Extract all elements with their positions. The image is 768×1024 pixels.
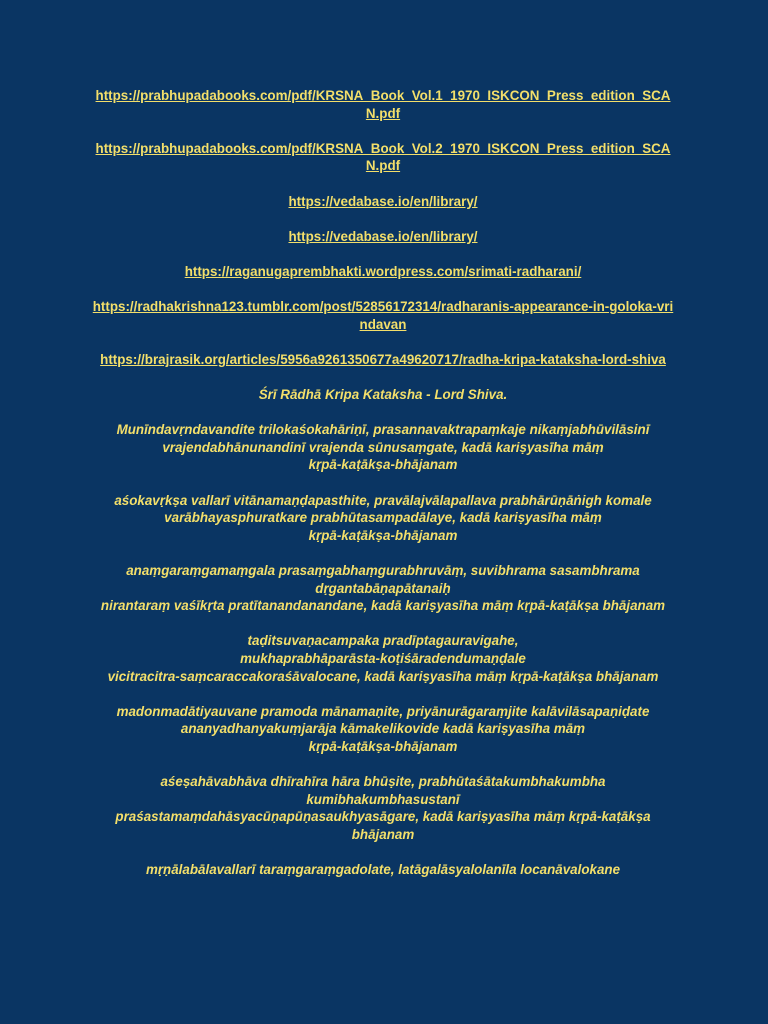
verse-line: aśeṣahāvabhāva dhīrahīra hāra bhūṣite, prabhūtaśātakumbhakumbha kumibhakumbhasustanī: [160, 774, 606, 807]
verse-5: [90, 703, 676, 756]
verse-line: aśokavṛkṣa vallarī vitānamaṇḍapasthite, pravālajvālapallava prabhārūṇāṅigh komale: [114, 492, 652, 508]
link-block: [90, 228, 676, 246]
verse-4: [90, 632, 676, 685]
verse-line: madonmadātiyauvane pramoda mānamaṇite, priyānurāgaraṃjite kalāvilāsapaṇiḍate: [116, 703, 650, 719]
verse-line: praśastamaṃdahāsyacūṇapūṇasaukhyasāgare, kadā kariṣyasīha māṃ kṛpā-kaṭākṣa bhājanam: [115, 809, 651, 842]
verse-line: kṛpā-kaṭākṣa-bhājanam: [308, 457, 458, 473]
verse-line: vrajendabhānunandinī vrajenda sūnusaṃgate, kadā kariṣyasīha māṃ: [162, 439, 604, 455]
verse-line: varābhayasphuratkare prabhūtasampadālaye, kadā kariṣyasīha māṃ: [164, 510, 602, 526]
link-block: [90, 263, 676, 281]
link-brajrasik[interactable]: https://brajrasik.org/articles/5956a9261350677a49620717/radha-kripa-kataksha-lord-shiva: [100, 351, 666, 367]
link-krsna-book-vol1[interactable]: https://prabhupadabooks.com/pdf/KRSNA_Book_Vol.1_1970_ISKCON_Press_edition_SCAN.pdf: [95, 88, 671, 121]
link-krsna-book-vol2[interactable]: https://prabhupadabooks.com/pdf/KRSNA_Book_Vol.2_1970_ISKCON_Press_edition_SCAN.pdf: [95, 140, 671, 174]
verse-line: nirantaraṃ vaśīkṛta pratītanandanandane, kadā kariṣyasīha māṃ kṛpā-kaṭākṣa bhājanam: [100, 598, 666, 614]
verse-line: mukhaprabhāparāsta-koṭiśāradendumaṇḍale: [240, 651, 526, 666]
link-block: [90, 193, 676, 211]
hymn-title-block: [90, 386, 676, 404]
verse-3: [90, 562, 676, 615]
verse-line: taḍitsuvaṇacampaka pradīptagauravigahe,: [247, 633, 519, 649]
verse-line: mṛṇālabālavallarī taraṃgaraṃgadolate, latāgalāsyalolanīla locanāvalokane: [145, 862, 621, 878]
verse-line: kṛpā-kaṭākṣa-bhājanam: [308, 527, 458, 543]
content-column: [90, 87, 676, 896]
verse-line: vicitracitra-saṃcaraccakoraśāvalocane, kadā kariṣyasīha māṃ kṛpā-kaṭākṣa bhājanam: [107, 668, 659, 684]
link-radhakrishna-tumblr[interactable]: https://radhakrishna123.tumblr.com/post/52856172314/radharanis-appearance-in-goloka-vrindavan: [92, 299, 674, 332]
verse-line: kṛpā-kaṭākṣa-bhājanam: [308, 738, 458, 754]
verse-line: anaṃgaraṃgamaṃgala prasaṃgabhaṃgurabhruvāṃ, suvibhrama sasambhrama dṛgantabāṇapātanaiḥ: [126, 563, 640, 596]
verse-1: [90, 421, 676, 474]
link-vedabase-2[interactable]: https://vedabase.io/en/library/: [288, 228, 478, 244]
verse-6: [90, 773, 676, 843]
verse-7: [90, 861, 676, 879]
link-block: [90, 298, 676, 333]
link-block: [90, 351, 676, 369]
link-raganuga[interactable]: https://raganugaprembhakti.wordpress.com/srimati-radharani/: [184, 263, 582, 279]
link-vedabase-1[interactable]: https://vedabase.io/en/library/: [288, 193, 478, 209]
verse-2: [90, 492, 676, 545]
link-block: [90, 87, 676, 122]
link-block: [90, 140, 676, 175]
verse-line: Munīndavṛndavandite trilokaśokahāriṇī, prasannavaktrapaṃkaje nikaṃjabhūvilāsinī: [116, 422, 650, 438]
verse-line: ananyadhanyakuṃjarāja kāmakelikovide kadā kariṣyasīha māṃ: [180, 721, 586, 737]
hymn-title: Śrī Rādhā Kripa Kataksha - Lord Shiva.: [258, 387, 508, 403]
